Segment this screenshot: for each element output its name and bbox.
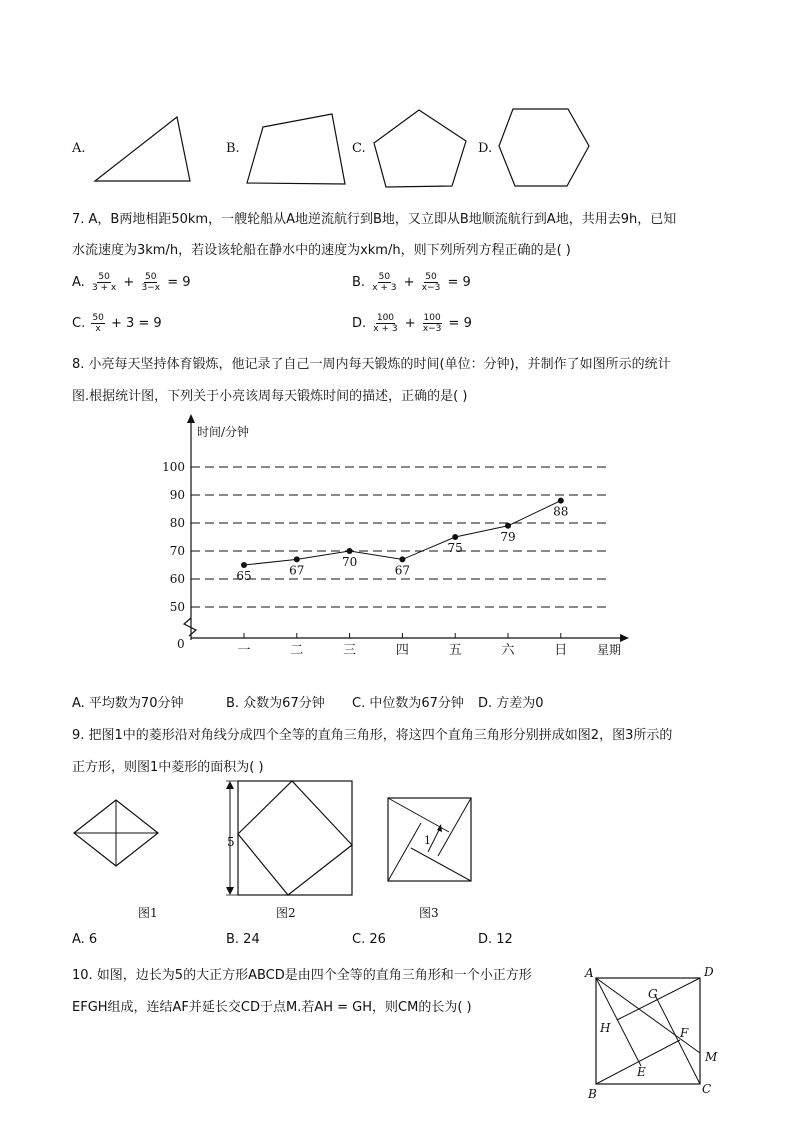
option-label: B. xyxy=(352,275,366,290)
y-tick-label: 100 xyxy=(162,460,185,474)
x-tick-label: 二 xyxy=(290,643,304,658)
figure-1-caption: 图1 xyxy=(138,906,158,920)
y-tick-label: 60 xyxy=(169,572,185,586)
point-label-e: E xyxy=(637,1065,646,1079)
side-length-label: 5 xyxy=(227,835,235,849)
y-tick-label: 80 xyxy=(169,516,185,530)
q9-option-a[interactable]: A. 6 xyxy=(72,932,98,947)
data-point xyxy=(347,548,353,554)
frac-den: x xyxy=(95,324,101,334)
inner-length-label: 1 xyxy=(424,834,431,847)
q10-figure xyxy=(560,960,794,1110)
x-tick-label: 六 xyxy=(501,643,515,658)
data-label: 88 xyxy=(553,504,569,519)
point-label-f: F xyxy=(680,1026,689,1040)
data-label: 79 xyxy=(500,529,516,544)
origin-label: 0 xyxy=(177,637,185,651)
q9-option-b[interactable]: B. 24 xyxy=(226,932,260,947)
point-label-c: C xyxy=(702,1082,712,1096)
data-label: 65 xyxy=(236,569,252,583)
q9-text-line1: 9. 把图1中的菱形沿对角线分成四个全等的直角三角形，将这四个直角三角形分别拼成如图2，图3所示的 xyxy=(72,728,673,743)
rhs: = 9 xyxy=(447,275,471,290)
frac-num: 100 xyxy=(376,313,395,323)
option-label: A. xyxy=(72,275,85,290)
figure-1-rhombus xyxy=(74,800,158,866)
q6-option-a-label: A. xyxy=(72,141,86,156)
data-point xyxy=(241,562,247,568)
frac-den: x−3 xyxy=(421,283,441,293)
q10-text-line1: 10. 如图，边长为5的大正方形ABCD是由四个全等的直角三角形和一个小正方形 xyxy=(72,968,532,983)
x-tick-label: 三 xyxy=(343,643,357,658)
y-axis-title: 时间/分钟 xyxy=(197,425,250,439)
frac-num: 50 xyxy=(378,272,391,282)
q8-text-line1: 8. 小亮每天坚持体育锻炼，他记录了自己一周内每天锻炼的时间(单位：分钟)，并制作了如图所示的统计 xyxy=(72,357,671,372)
x-tick-label: 一 xyxy=(237,643,251,658)
data-point xyxy=(558,498,564,504)
point-label-g: G xyxy=(648,987,658,1001)
q8-option-a[interactable]: A. 平均数为70分钟 xyxy=(72,696,184,711)
op: + 3 xyxy=(110,316,135,331)
q10-text-line2: EFGH组成，连结AF并延长交CD于点M.若AH = GH，则CM的长为( ) xyxy=(72,1000,472,1015)
rhs: = 9 xyxy=(448,316,472,331)
option-label: C. xyxy=(72,316,86,331)
figure-2-square xyxy=(226,781,352,895)
op: + xyxy=(403,275,415,290)
frac-num: 50 xyxy=(425,272,437,282)
data-point xyxy=(294,556,300,562)
figure-3-caption: 图3 xyxy=(419,906,439,920)
q8-option-d[interactable]: D. 方差为0 xyxy=(478,696,544,711)
data-point xyxy=(452,534,458,540)
q8-option-c[interactable]: C. 中位数为67分钟 xyxy=(352,696,464,711)
data-point xyxy=(505,523,511,529)
axis-break-zigzag xyxy=(184,618,196,636)
data-label: 75 xyxy=(447,541,463,555)
q6-option-d-label: D. xyxy=(478,141,493,156)
frac-num: 50 xyxy=(98,272,110,282)
figure-2-caption: 图2 xyxy=(276,906,296,920)
q9-option-c[interactable]: C. 26 xyxy=(352,932,386,947)
figure-3-square xyxy=(388,798,471,881)
y-axis-arrow xyxy=(187,414,195,423)
y-tick-labels xyxy=(162,460,185,614)
op: + xyxy=(404,316,416,331)
data-label: 70 xyxy=(341,555,358,569)
y-tick-label: 50 xyxy=(169,600,185,614)
chart-gridlines xyxy=(191,467,610,607)
series-points xyxy=(236,498,568,583)
op: + xyxy=(123,275,135,290)
x-axis-title: 星期 xyxy=(597,643,622,657)
frac-den: x + 3 xyxy=(373,324,398,334)
q6-option-c-label: C. xyxy=(352,141,366,156)
rhs: = 9 xyxy=(138,316,162,331)
frac-den: x + 3 xyxy=(372,283,397,293)
point-label-a: A xyxy=(585,966,594,980)
q8-option-b[interactable]: B. 众数为67分钟 xyxy=(226,696,325,711)
frac-den: 3−x xyxy=(141,283,161,293)
frac-den: x−3 xyxy=(422,324,442,334)
data-label: 67 xyxy=(394,563,411,578)
q9-figures xyxy=(0,770,794,930)
data-point xyxy=(399,556,405,562)
frac-num: 100 xyxy=(423,313,441,323)
point-label-m: M xyxy=(705,1050,718,1064)
q8-text-line2: 图.根据统计图，下列关于小亮该周每天锻炼时间的描述，正确的是( ) xyxy=(72,389,468,404)
q7-text-line2: 水流速度为3km/h，若设该轮船在静水中的速度为xkm/h，则下列所列方程正确的是( ) xyxy=(72,243,571,258)
point-label-h: H xyxy=(600,1021,611,1035)
x-tick-label: 四 xyxy=(395,643,409,658)
x-axis-arrow xyxy=(620,634,629,642)
q9-option-d[interactable]: D. 12 xyxy=(478,932,513,947)
y-tick-label: 70 xyxy=(169,544,185,558)
frac-den: 3 + x xyxy=(91,283,117,293)
point-label-b: B xyxy=(588,1087,597,1101)
x-tick-labels xyxy=(237,633,567,658)
option-label: D. xyxy=(352,316,367,331)
rhs: = 9 xyxy=(167,275,191,290)
q6-option-b-label: B. xyxy=(226,141,240,156)
x-tick-label: 日 xyxy=(554,643,568,658)
frac-num: 50 xyxy=(92,313,104,323)
point-label-d: D xyxy=(704,965,714,979)
frac-num: 50 xyxy=(145,272,157,282)
y-tick-label: 90 xyxy=(169,488,185,502)
q9-text-line2: 正方形，则图1中菱形的面积为( ) xyxy=(72,760,264,775)
q7-text-line1: 7. A，B两地相距50km，一艘轮船从A地逆流航行到B地，又立即从B地顺流航行到A地，共用去9h，已知 xyxy=(72,212,677,227)
data-label: 67 xyxy=(289,563,305,578)
x-tick-label: 五 xyxy=(448,643,462,658)
